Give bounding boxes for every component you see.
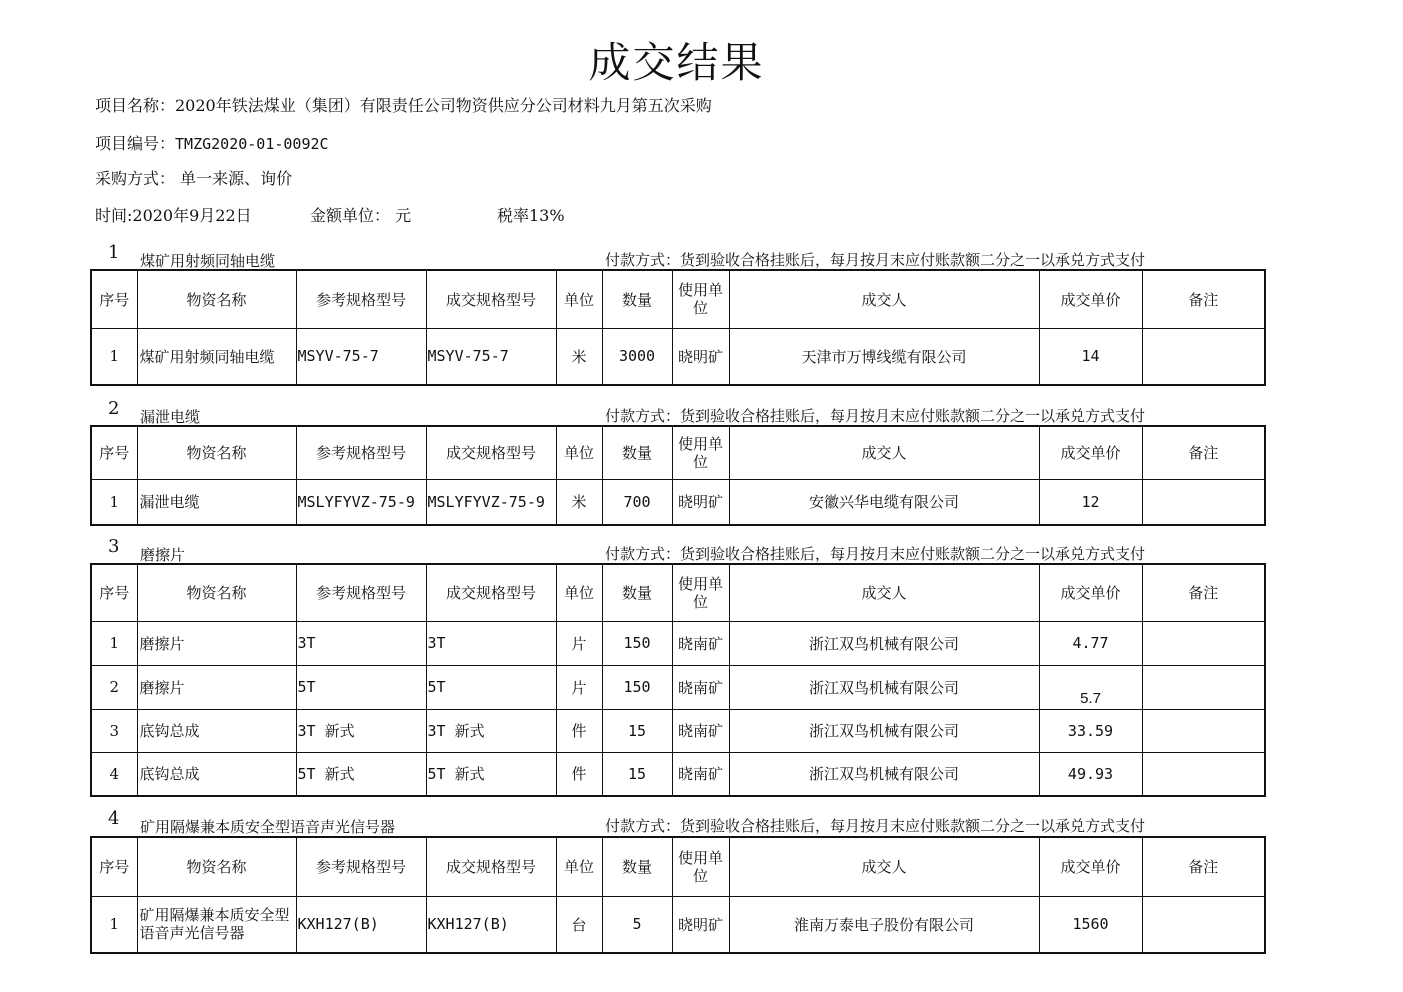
cell-remark <box>1142 896 1265 953</box>
cell-user-unit: 晓明矿 <box>672 479 729 525</box>
header-remark: 备注 <box>1142 270 1265 328</box>
cell-seq: 1 <box>91 896 137 953</box>
section-number: 1 <box>108 242 120 263</box>
cell-seq: 1 <box>91 328 137 385</box>
results-table <box>90 563 1266 797</box>
header-qty: 数量 <box>602 426 672 479</box>
header-user-unit: 使用单位 <box>672 270 729 328</box>
cell-ref-spec: KXH127(B) <box>296 896 426 953</box>
cell-qty: 15 <box>602 752 672 796</box>
cell-unit: 片 <box>556 665 602 709</box>
header-unit: 单位 <box>556 564 602 621</box>
header-user-unit: 使用单位 <box>672 426 729 479</box>
cell-winner: 浙江双鸟机械有限公司 <box>729 752 1039 796</box>
cell-remark <box>1142 752 1265 796</box>
header-price: 成交单价 <box>1039 270 1142 328</box>
cell-ref-spec: 5T <box>296 665 426 709</box>
cell-user-unit: 晓明矿 <box>672 896 729 953</box>
header-name: 物资名称 <box>137 564 296 621</box>
cell-remark <box>1142 621 1265 665</box>
cell-user-unit: 晓明矿 <box>672 328 729 385</box>
table-header-row <box>91 426 1265 479</box>
cell-name: 底钩总成 <box>137 752 296 796</box>
cell-winner: 浙江双鸟机械有限公司 <box>729 665 1039 709</box>
cell-deal-spec: 3T <box>426 621 556 665</box>
section-name: 漏泄电缆 <box>140 408 201 426</box>
header-remark: 备注 <box>1142 426 1265 479</box>
cell-qty: 5 <box>602 896 672 953</box>
cell-user-unit: 晓南矿 <box>672 709 729 752</box>
header-ref-spec: 参考规格型号 <box>296 564 426 621</box>
cell-price: 1560 <box>1039 896 1142 953</box>
cell-price: 5.7 <box>1039 665 1142 709</box>
header-user-unit: 使用单位 <box>672 837 729 896</box>
cell-name: 煤矿用射频同轴电缆 <box>137 328 296 385</box>
cell-qty: 150 <box>602 621 672 665</box>
payment-terms: 付款方式：货到验收合格挂账后，每月按月末应付账款额二分之一以承兑方式支付 <box>605 407 1146 425</box>
cell-winner: 浙江双鸟机械有限公司 <box>729 709 1039 752</box>
project-code: TMZG2020-01-0092C <box>175 135 329 153</box>
date: 时间:2020年9月22日 <box>95 206 252 225</box>
header-winner: 成交人 <box>729 564 1039 621</box>
cell-deal-spec: MSYV-75-7 <box>426 328 556 385</box>
results-table <box>90 425 1266 526</box>
cell-name: 矿用隔爆兼本质安全型语音声光信号器 <box>137 896 296 953</box>
cell-qty: 3000 <box>602 328 672 385</box>
cell-remark <box>1142 709 1265 752</box>
header-ref-spec: 参考规格型号 <box>296 837 426 896</box>
header-winner: 成交人 <box>729 837 1039 896</box>
header-remark: 备注 <box>1142 564 1265 621</box>
cell-ref-spec: 3T <box>296 621 426 665</box>
cell-remark <box>1142 479 1265 525</box>
header-unit: 单位 <box>556 270 602 328</box>
cell-remark <box>1142 328 1265 385</box>
cell-deal-spec: MSLYFYVZ-75-9 <box>426 479 556 525</box>
header-ref-spec: 参考规格型号 <box>296 270 426 328</box>
cell-seq: 2 <box>91 665 137 709</box>
section-number: 3 <box>108 536 120 557</box>
header-price: 成交单价 <box>1039 564 1142 621</box>
cell-deal-spec: KXH127(B) <box>426 896 556 953</box>
payment-terms: 付款方式：货到验收合格挂账后，每月按月末应付账款额二分之一以承兑方式支付 <box>605 545 1146 563</box>
cell-price: 4.77 <box>1039 621 1142 665</box>
cell-deal-spec: 5T 新式 <box>426 752 556 796</box>
cell-deal-spec: 5T <box>426 665 556 709</box>
header-price: 成交单价 <box>1039 426 1142 479</box>
results-table <box>90 836 1266 954</box>
header-winner: 成交人 <box>729 270 1039 328</box>
cell-winner: 淮南万泰电子股份有限公司 <box>729 896 1039 953</box>
project-code-line <box>95 131 329 154</box>
cell-name: 漏泄电缆 <box>137 479 296 525</box>
project-name: 项目名称：2020年铁法煤业（集团）有限责任公司物资供应分公司材料九月第五次采购 <box>95 96 712 115</box>
header-user-unit: 使用单位 <box>672 564 729 621</box>
cell-user-unit: 晓南矿 <box>672 621 729 665</box>
currency-unit: 金额单位： 元 <box>310 206 412 225</box>
purchase-method: 采购方式： 单一来源、询价 <box>95 169 293 188</box>
section-number: 2 <box>108 398 120 419</box>
payment-terms: 付款方式：货到验收合格挂账后，每月按月末应付账款额二分之一以承兑方式支付 <box>605 251 1146 269</box>
header-unit: 单位 <box>556 426 602 479</box>
results-table <box>90 269 1266 386</box>
section-number: 4 <box>108 808 120 829</box>
header-ref-spec: 参考规格型号 <box>296 426 426 479</box>
cell-winner: 安徽兴华电缆有限公司 <box>729 479 1039 525</box>
header-remark: 备注 <box>1142 837 1265 896</box>
table-header-row <box>91 270 1265 328</box>
cell-user-unit: 晓南矿 <box>672 752 729 796</box>
header-deal-spec: 成交规格型号 <box>426 837 556 896</box>
cell-unit: 件 <box>556 709 602 752</box>
cell-ref-spec: MSYV-75-7 <box>296 328 426 385</box>
payment-terms: 付款方式：货到验收合格挂账后，每月按月末应付账款额二分之一以承兑方式支付 <box>605 817 1146 835</box>
header-name: 物资名称 <box>137 837 296 896</box>
cell-seq: 1 <box>91 621 137 665</box>
table-row <box>91 752 1265 796</box>
tax-rate: 税率13% <box>497 206 565 225</box>
table-row <box>91 621 1265 665</box>
cell-unit: 米 <box>556 328 602 385</box>
header-qty: 数量 <box>602 564 672 621</box>
header-seq: 序号 <box>91 270 137 328</box>
table-row <box>91 896 1265 953</box>
header-deal-spec: 成交规格型号 <box>426 270 556 328</box>
table-header-row <box>91 564 1265 621</box>
header-deal-spec: 成交规格型号 <box>426 564 556 621</box>
cell-seq: 3 <box>91 709 137 752</box>
header-name: 物资名称 <box>137 426 296 479</box>
cell-qty: 700 <box>602 479 672 525</box>
cell-seq: 4 <box>91 752 137 796</box>
header-name: 物资名称 <box>137 270 296 328</box>
cell-deal-spec: 3T 新式 <box>426 709 556 752</box>
header-seq: 序号 <box>91 837 137 896</box>
table-row <box>91 479 1265 525</box>
section-name: 矿用隔爆兼本质安全型语音声光信号器 <box>140 818 396 836</box>
table-row <box>91 665 1265 709</box>
section-name: 磨擦片 <box>140 546 186 564</box>
cell-price: 14 <box>1039 328 1142 385</box>
project-code-label: 项目编号： <box>95 134 176 153</box>
header-deal-spec: 成交规格型号 <box>426 426 556 479</box>
cell-unit: 件 <box>556 752 602 796</box>
cell-remark <box>1142 665 1265 709</box>
cell-ref-spec: 3T 新式 <box>296 709 426 752</box>
cell-price: 12 <box>1039 479 1142 525</box>
cell-name: 磨擦片 <box>137 621 296 665</box>
header-winner: 成交人 <box>729 426 1039 479</box>
cell-qty: 150 <box>602 665 672 709</box>
page-title: 成交结果 <box>588 38 765 87</box>
cell-unit: 片 <box>556 621 602 665</box>
cell-ref-spec: MSLYFYVZ-75-9 <box>296 479 426 525</box>
cell-name: 底钩总成 <box>137 709 296 752</box>
cell-ref-spec: 5T 新式 <box>296 752 426 796</box>
header-seq: 序号 <box>91 426 137 479</box>
cell-qty: 15 <box>602 709 672 752</box>
cell-winner: 浙江双鸟机械有限公司 <box>729 621 1039 665</box>
cell-unit: 米 <box>556 479 602 525</box>
cell-price: 49.93 <box>1039 752 1142 796</box>
cell-seq: 1 <box>91 479 137 525</box>
table-row <box>91 328 1265 385</box>
section-name: 煤矿用射频同轴电缆 <box>140 252 276 270</box>
table-header-row <box>91 837 1265 896</box>
cell-unit: 台 <box>556 896 602 953</box>
cell-user-unit: 晓南矿 <box>672 665 729 709</box>
header-seq: 序号 <box>91 564 137 621</box>
header-unit: 单位 <box>556 837 602 896</box>
header-price: 成交单价 <box>1039 837 1142 896</box>
table-row <box>91 709 1265 752</box>
cell-winner: 天津市万博线缆有限公司 <box>729 328 1039 385</box>
header-qty: 数量 <box>602 270 672 328</box>
header-qty: 数量 <box>602 837 672 896</box>
cell-price: 33.59 <box>1039 709 1142 752</box>
cell-name: 磨擦片 <box>137 665 296 709</box>
